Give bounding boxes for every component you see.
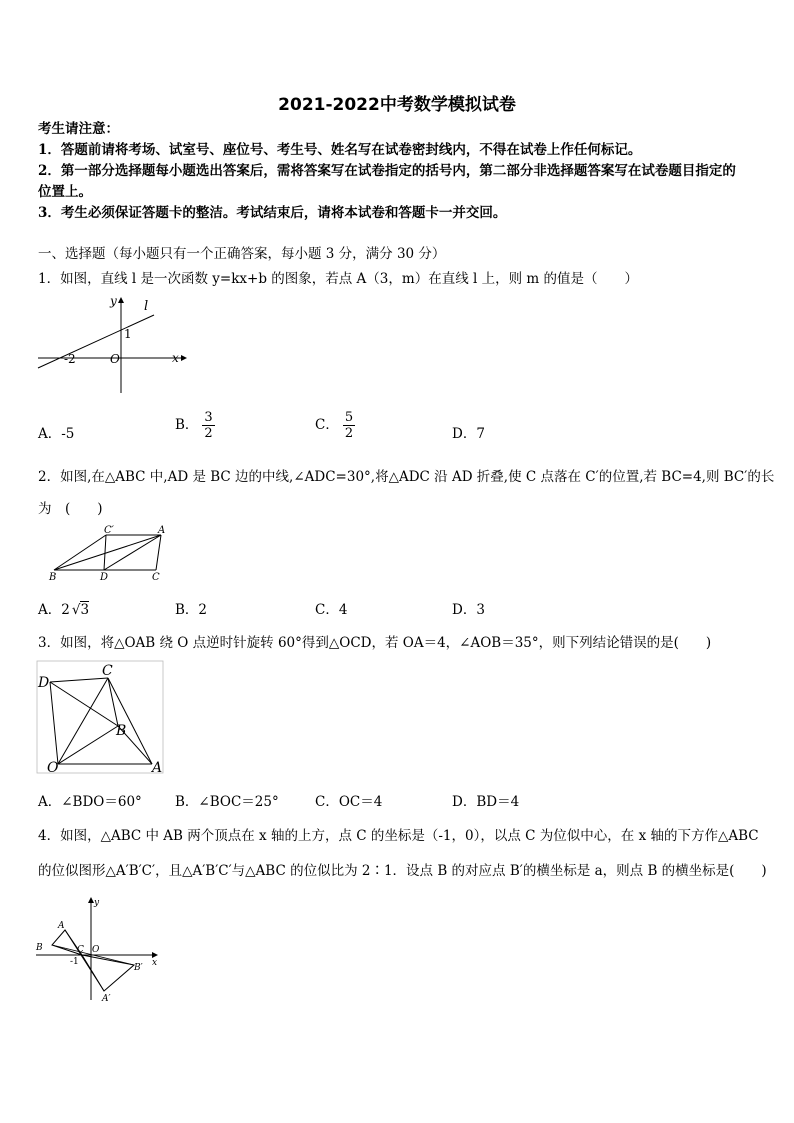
q1-b-denominator: 2 (204, 426, 213, 441)
notice-item-1: 1．答题前请将考场、试室号、座位号、考生号、姓名写在试卷密封线内，不得在试卷上作任何标记。 (38, 142, 642, 158)
fig1-y-label: y (110, 294, 117, 308)
q2-option-a-label: A．2 (38, 602, 70, 618)
q3-option-b[interactable]: B．∠BOC＝25° (175, 794, 279, 810)
q2-option-b[interactable]: B．2 (175, 602, 208, 618)
fig2-b-label: B (49, 572, 57, 583)
fig1-minus2-label: -2 (64, 352, 76, 366)
q1-b-numerator: 3 (204, 410, 213, 425)
q3-option-d[interactable]: D．BD＝4 (452, 794, 520, 810)
q1-c-denominator: 2 (344, 426, 354, 441)
fig4-bprime-label: B′ (134, 963, 143, 973)
q3-option-a[interactable]: A．∠BDO＝60° (38, 794, 142, 810)
question-2-stem-line1: 2．如图,在△ABC 中,AD 是 BC 边的中线,∠ADC=30°,将△ADC 沿 AD 折叠,使 C 点落在 C′的位置,若 BC=4,则 BC′的长 (38, 469, 775, 485)
notice-heading: 考生请注意： (38, 121, 119, 137)
fig4-c-label: C (77, 945, 84, 955)
fig3-b-label: B (116, 723, 127, 739)
notice-item-2-cont: 位置上。 (38, 184, 92, 200)
fig4-minus1-label: -1 (70, 957, 79, 967)
q1-option-d[interactable]: D．7 (452, 426, 485, 442)
q2-radicand: 3 (80, 602, 90, 618)
fig1-one-label: 1 (124, 327, 132, 341)
fig4-o-label: O (92, 945, 100, 955)
notice-item-3: 3．考生必须保证答题卡的整洁。考试结束后，请将本试卷和答题卡一并交回。 (38, 205, 507, 221)
question-1-stem: 1．如图，直线 l 是一次函数 y=kx+b 的图象，若点 A（3，m）在直线 l 上，则 m 的值是（ ） (38, 271, 638, 287)
fig2-a-label: A (158, 525, 166, 536)
fig3-d-label: D (38, 675, 50, 691)
notice-item-2: 2．第一部分选择题每小题选出答案后，需将答案写在试卷指定的括号内，第二部分非选择题答案写在试卷题目指定的 (38, 163, 736, 179)
fig3-o-label: O (47, 760, 59, 776)
q1-option-b[interactable] (175, 410, 215, 441)
q2-option-d[interactable]: D．3 (452, 602, 485, 618)
fig4-b-label: B (36, 943, 43, 953)
fig3-c-label: C (102, 663, 113, 679)
q1-option-b-label: B． (175, 417, 199, 433)
q1-option-c[interactable] (315, 410, 355, 441)
fig4-y-label: y (94, 898, 100, 908)
question-3-figure (36, 660, 166, 775)
question-4-figure (34, 895, 164, 1005)
q1-option-a[interactable]: A．-5 (38, 426, 75, 442)
q1-option-c-fraction (343, 410, 355, 441)
q1-c-numerator: 5 (344, 410, 354, 425)
fig2-cprime-label: C′ (104, 525, 114, 536)
q2-sqrt-sign: √ (71, 602, 81, 618)
fig4-x-label: x (152, 958, 158, 968)
fig1-l-label: l (144, 299, 149, 314)
q2-option-a[interactable] (38, 598, 89, 618)
page-title: 2021-2022中考数学模拟试卷 (278, 95, 516, 115)
fig4-aprime-label: A′ (102, 994, 111, 1004)
question-2-stem-line2: 为 ( ) (38, 501, 103, 517)
q3-option-c[interactable]: C．OC＝4 (315, 794, 383, 810)
question-4-stem-line1: 4．如图，△ABC 中 AB 两个顶点在 x 轴的上方，点 C 的坐标是（-1，0），以点 C 为位似中心，在 x 轴的下方作△ABC (38, 828, 759, 844)
fig3-a-label: A (152, 760, 163, 776)
question-2-figure (46, 525, 176, 585)
fig1-origin-label: O (110, 352, 120, 366)
q1-option-b-fraction (202, 410, 214, 441)
fig1-x-label: x (172, 351, 179, 365)
question-4-stem-line2: 的位似图形△A′B′C′，且△A′B′C′与△ABC 的位似比为 2∶1．设点 B 的对应点 B′的横坐标是 a，则点 B 的横坐标是( ) (38, 863, 767, 879)
question-1-figure (36, 295, 186, 395)
q2-option-c[interactable]: C．4 (315, 602, 348, 618)
fig2-d-label: D (100, 572, 109, 583)
q1-option-c-label: C． (315, 417, 339, 433)
fig2-c-label: C (152, 572, 160, 583)
fig4-a-label: A (58, 921, 65, 931)
section-heading: 一、选择题（每小题只有一个正确答案，每小题 3 分，满分 30 分） (38, 246, 446, 262)
question-3-stem: 3．如图，将△OAB 绕 O 点逆时针旋转 60°得到△OCD，若 OA＝4，∠AOB＝35°，则下列结论错误的是( ) (38, 635, 712, 651)
